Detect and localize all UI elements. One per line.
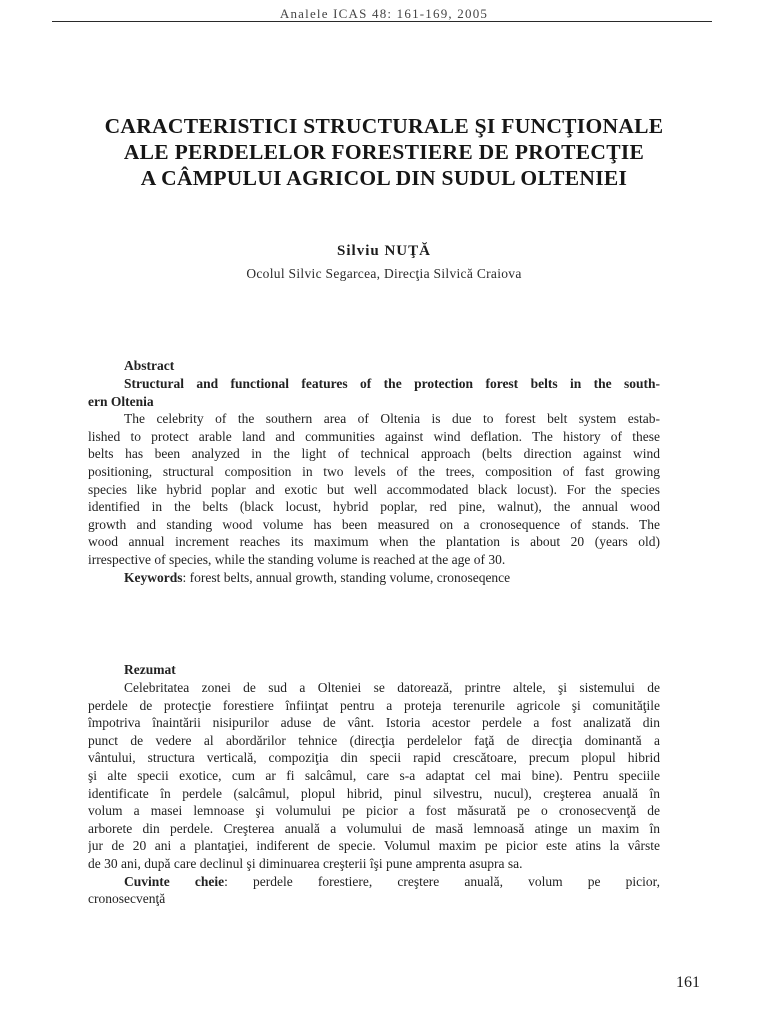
- rezumat-keywords: [88, 873, 660, 891]
- running-head: Analele ICAS 48: 161-169, 2005: [279, 6, 489, 21]
- keywords-text: : perdele forestiere, creştere anuală, volum pe picior,: [224, 873, 660, 889]
- abstract-subtitle-line: Structural and functional features of the protection forest belts in the south-: [124, 376, 660, 391]
- abstract-body-line: growth and standing wood volume has been measured on a cronosequence of stands. The: [88, 516, 660, 532]
- rezumat-body-line: perdele de protecţie forestiere înfiinţat pentru a proteja terenurile agricole şi comunităţile: [88, 697, 660, 713]
- abstract-body-line: irrespective of species, while the standing volume is reached at the age of 30.: [88, 551, 506, 567]
- rezumat-section: [88, 660, 660, 908]
- author-affiliation: Ocolul Silvic Segarcea, Direcţia Silvică Craiova: [246, 266, 522, 281]
- title-line: ALE PERDELELOR FORESTIERE DE PROTECŢIE: [123, 140, 645, 164]
- abstract-section: [88, 356, 660, 586]
- keywords-text: : forest belts, annual growth, standing volume, cronoseqence: [182, 569, 511, 585]
- keywords-label: Keywords: [124, 569, 183, 585]
- author-name: Silviu NUŢĂ: [337, 243, 431, 259]
- keywords-label: Cuvinte cheie: [124, 873, 225, 889]
- title-line: A CÂMPULUI AGRICOL DIN SUDUL OLTENIEI: [140, 166, 628, 190]
- page-number: 161: [676, 974, 700, 991]
- abstract-body-line: positioning, structural composition in two levels of the trees, composition of fast growing: [88, 463, 660, 479]
- rezumat-body-line: jur de 20 ani a plantaţiei, indiferent de specie. Volumul maxim pe picior este atins la vârste: [88, 838, 660, 854]
- abstract-body-line: The celebrity of the southern area of Oltenia is due to forest belt system estab-: [124, 411, 660, 427]
- abstract-heading: Abstract: [124, 358, 175, 373]
- rezumat-body-line: împotriva înaintării nisipurilor aduse de vânt. Istoria acestor perdele a fost analizată din: [88, 715, 660, 731]
- rezumat-body-line: identificate în perdele (salcâmul, plopul hibrid, pinul silvestru, nucul), creşterea anuală în: [88, 785, 660, 801]
- header-rule: [52, 21, 712, 22]
- rezumat-body-line: vântului, structura verticală, compoziţia din specii rapid crescătoare, precum plopul hibrid: [88, 750, 660, 766]
- rezumat-body-line: de 30 ani, după care declinul şi diminuarea creşterii îşi pune amprenta asupra sa.: [88, 855, 523, 871]
- rezumat-body-line: arborete din perdele. Creşterea anuală a volumului de masă lemnoasă atinge un maxim în: [88, 820, 660, 836]
- abstract-body-line: wood annual increment reaches its maximum when the plantation is about 20 (years old): [88, 534, 660, 550]
- abstract-body-line: identified in the belts (black locust, hybrid poplar, red pine, walnut), the annual wood: [88, 499, 660, 515]
- abstract-keywords: [88, 569, 660, 587]
- abstract-body-line: belts has been analyzed in the light of technical approach (belts direction against wind: [88, 446, 660, 462]
- abstract-body-line: species like hybrid poplar and exotic but well accommodated black locust). For the species: [88, 481, 660, 497]
- rezumat-body-line: volum a masei lemnoase şi volumului pe picior a fost măsurată pe o cronosecvenţă de: [88, 803, 660, 819]
- rezumat-body-line: Celebritatea zonei de sud a Olteniei se datorează, printre altele, şi sistemului de: [124, 680, 660, 695]
- rezumat-body-line: şi alte specii exotice, cum ar fi salcâmul, care s-a adaptat cel mai bine). Pentru speciile: [88, 767, 660, 783]
- title-line: CARACTERISTICI STRUCTURALE ŞI FUNCŢIONALE: [104, 114, 664, 138]
- rezumat-heading: Rezumat: [124, 662, 176, 677]
- rezumat-body-line: punct de vedere al abordărilor tehnice (direcţia perdelelor faţă de direcţia dominantă a: [88, 732, 660, 748]
- rezumat-keywords-continued: cronosecvenţă: [88, 891, 166, 907]
- abstract-body-line: lished to protect arable land and communities against wind deflation. The history of these: [88, 428, 660, 444]
- article-title: [40, 113, 728, 191]
- abstract-subtitle-line: ern Oltenia: [88, 393, 154, 409]
